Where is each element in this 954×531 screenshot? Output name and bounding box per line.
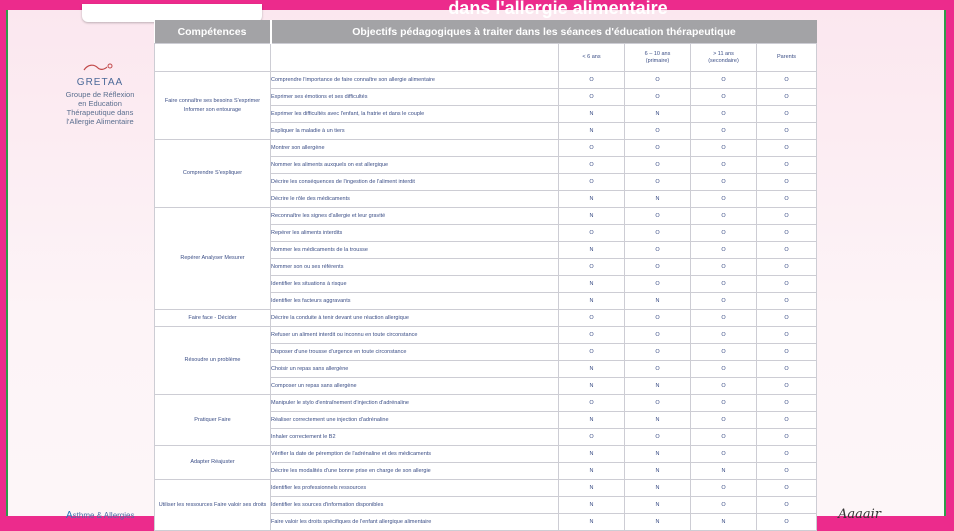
objective-cell: Composer un repas sans allergène bbox=[271, 378, 559, 395]
level-cell: N bbox=[559, 480, 625, 497]
level-cell: N bbox=[559, 378, 625, 395]
level-cell: O bbox=[691, 310, 757, 327]
objective-cell: Décrire les conséquences de l'ingestion de l'aliment interdit bbox=[271, 174, 559, 191]
level-cell: N bbox=[559, 293, 625, 310]
header-competences: Compétences bbox=[155, 20, 271, 44]
competence-cell: Adapter Réajuster bbox=[155, 446, 271, 480]
level-cell: N bbox=[625, 480, 691, 497]
level-cell: N bbox=[625, 446, 691, 463]
banner-title: dans l'allergie alimentaire bbox=[448, 0, 668, 18]
level-cell: O bbox=[625, 225, 691, 242]
table-body bbox=[155, 44, 817, 531]
level-cell: N bbox=[625, 378, 691, 395]
level-cell: O bbox=[757, 174, 817, 191]
objective-cell: Identifier les facteurs aggravants bbox=[271, 293, 559, 310]
level-cell: O bbox=[691, 497, 757, 514]
objective-cell: Vérifier la date de péremption de l'adrénaline et des médicaments bbox=[271, 446, 559, 463]
competence-cell: Résoudre un problème bbox=[155, 327, 271, 395]
level-cell: O bbox=[691, 395, 757, 412]
level-cell: O bbox=[757, 463, 817, 480]
level-cell: O bbox=[757, 480, 817, 497]
competence-cell: Faire connaître ses besoins S'exprimer Informer son entourage bbox=[155, 72, 271, 140]
level-cell: O bbox=[691, 123, 757, 140]
level-cell: O bbox=[559, 140, 625, 157]
objective-cell: Disposer d'une trousse d'urgence en toute circonstance bbox=[271, 344, 559, 361]
level-cell: O bbox=[757, 72, 817, 89]
level-cell: N bbox=[559, 123, 625, 140]
level-cell: O bbox=[691, 378, 757, 395]
level-cell: O bbox=[559, 72, 625, 89]
level-cell: O bbox=[625, 89, 691, 106]
level-cell: O bbox=[625, 123, 691, 140]
education-objectives-table bbox=[154, 20, 817, 531]
competence-cell: Repérer Analyser Mesurer bbox=[155, 208, 271, 310]
objective-cell: Réaliser correctement une injection d'adrénaline bbox=[271, 412, 559, 429]
objective-cell: Faire valoir les droits spécifiques de l'enfant allergique alimentaire bbox=[271, 514, 559, 531]
objective-cell: Exprimer ses émotions et ses difficultés bbox=[271, 89, 559, 106]
objective-cell: Nommer les aliments auxquels on est allergique bbox=[271, 157, 559, 174]
objective-cell: Refuser un aliment interdit ou inconnu en toute circonstance bbox=[271, 327, 559, 344]
level-cell: O bbox=[625, 174, 691, 191]
column-subheader-row bbox=[155, 44, 817, 72]
level-cell: O bbox=[559, 344, 625, 361]
level-cell: O bbox=[559, 174, 625, 191]
level-cell: N bbox=[625, 293, 691, 310]
level-cell: O bbox=[757, 395, 817, 412]
level-cell: O bbox=[691, 293, 757, 310]
level-cell: N bbox=[559, 412, 625, 429]
column-6-10: 6 – 10 ans (primaire) bbox=[625, 44, 691, 72]
level-cell: O bbox=[691, 140, 757, 157]
level-cell: O bbox=[625, 72, 691, 89]
competence-cell: Faire face - Décider bbox=[155, 310, 271, 327]
level-cell: O bbox=[691, 259, 757, 276]
level-cell: N bbox=[559, 208, 625, 225]
level-cell: O bbox=[559, 225, 625, 242]
level-cell: O bbox=[757, 293, 817, 310]
column-parents: Parents bbox=[757, 44, 817, 72]
column-over-11: > 11 ans (secondaire) bbox=[691, 44, 757, 72]
level-cell: O bbox=[757, 89, 817, 106]
objective-cell: Nommer les médicaments de la trousse bbox=[271, 242, 559, 259]
level-cell: O bbox=[691, 412, 757, 429]
table-row bbox=[155, 72, 817, 89]
level-cell: N bbox=[625, 412, 691, 429]
level-cell: N bbox=[559, 106, 625, 123]
table-row bbox=[155, 446, 817, 463]
level-cell: O bbox=[691, 344, 757, 361]
competence-cell: Pratiquer Faire bbox=[155, 395, 271, 446]
level-cell: O bbox=[757, 106, 817, 123]
level-cell: O bbox=[691, 157, 757, 174]
level-cell: N bbox=[625, 106, 691, 123]
objective-cell: Reconnaître les signes d'allergie et leur gravité bbox=[271, 208, 559, 225]
level-cell: O bbox=[625, 395, 691, 412]
table-row bbox=[155, 327, 817, 344]
level-cell: O bbox=[757, 344, 817, 361]
table-row bbox=[155, 480, 817, 497]
level-cell: O bbox=[757, 140, 817, 157]
level-cell: O bbox=[757, 310, 817, 327]
objective-cell: Inhaler correctement le B2 bbox=[271, 429, 559, 446]
asthme-logo-text: sthme & Allergies bbox=[72, 511, 135, 520]
level-cell: O bbox=[625, 140, 691, 157]
objective-cell: Choisir un repas sans allergène bbox=[271, 361, 559, 378]
level-cell: N bbox=[559, 191, 625, 208]
level-cell: N bbox=[625, 514, 691, 531]
level-cell: O bbox=[757, 497, 817, 514]
table-row bbox=[155, 310, 817, 327]
level-cell: O bbox=[625, 208, 691, 225]
column-under-6: < 6 ans bbox=[559, 44, 625, 72]
level-cell: O bbox=[691, 106, 757, 123]
objective-cell: Montrer son allergène bbox=[271, 140, 559, 157]
level-cell: O bbox=[625, 310, 691, 327]
level-cell: O bbox=[559, 259, 625, 276]
level-cell: N bbox=[625, 191, 691, 208]
level-cell: N bbox=[559, 276, 625, 293]
level-cell: O bbox=[757, 242, 817, 259]
asthme-logo-mark: A bbox=[66, 510, 73, 521]
table-row bbox=[155, 140, 817, 157]
objective-cell: Identifier les sources d'information disponibles bbox=[271, 497, 559, 514]
level-cell: O bbox=[757, 157, 817, 174]
level-cell: O bbox=[691, 361, 757, 378]
level-cell: O bbox=[625, 429, 691, 446]
level-cell: O bbox=[559, 327, 625, 344]
level-cell: N bbox=[691, 463, 757, 480]
level-cell: O bbox=[691, 72, 757, 89]
level-cell: O bbox=[757, 327, 817, 344]
competence-cell: Utiliser les ressources Faire valoir ses droits bbox=[155, 480, 271, 531]
level-cell: O bbox=[625, 157, 691, 174]
level-cell: O bbox=[625, 259, 691, 276]
level-cell: O bbox=[691, 276, 757, 293]
objective-cell: Identifier les situations à risque bbox=[271, 276, 559, 293]
table-row bbox=[155, 208, 817, 225]
level-cell: O bbox=[559, 89, 625, 106]
objective-cell: Repérer les aliments interdits bbox=[271, 225, 559, 242]
level-cell: O bbox=[757, 378, 817, 395]
level-cell: O bbox=[691, 225, 757, 242]
level-cell: N bbox=[559, 514, 625, 531]
level-cell: N bbox=[559, 463, 625, 480]
level-cell: O bbox=[757, 514, 817, 531]
objective-cell: Nommer son ou ses référents bbox=[271, 259, 559, 276]
level-cell: O bbox=[757, 276, 817, 293]
level-cell: O bbox=[691, 446, 757, 463]
level-cell: O bbox=[625, 344, 691, 361]
level-cell: O bbox=[757, 259, 817, 276]
level-cell: O bbox=[757, 429, 817, 446]
gretaa-logo-block bbox=[50, 62, 150, 126]
level-cell: O bbox=[559, 310, 625, 327]
gretaa-line-2: en Education bbox=[78, 99, 122, 108]
level-cell: N bbox=[625, 497, 691, 514]
level-cell: O bbox=[559, 157, 625, 174]
objective-cell: Exprimer les difficultés avec l'enfant, la fratrie et dans le couple bbox=[271, 106, 559, 123]
level-cell: O bbox=[625, 327, 691, 344]
objective-cell: Comprendre l'importance de faire connaître son allergie alimentaire bbox=[271, 72, 559, 89]
level-cell: N bbox=[559, 497, 625, 514]
level-cell: O bbox=[625, 276, 691, 293]
objective-cell: Identifier les professionnels ressources bbox=[271, 480, 559, 497]
header-objectifs: Objectifs pédagogiques à traiter dans les séances d'éducation thérapeutique bbox=[271, 20, 817, 44]
level-cell: O bbox=[757, 412, 817, 429]
level-cell: O bbox=[757, 123, 817, 140]
level-cell: O bbox=[691, 174, 757, 191]
level-cell: O bbox=[559, 429, 625, 446]
level-cell: O bbox=[757, 225, 817, 242]
competence-cell: Comprendre S'expliquer bbox=[155, 140, 271, 208]
level-cell: O bbox=[757, 191, 817, 208]
level-cell: N bbox=[691, 514, 757, 531]
signature-logo: Aaaair bbox=[838, 507, 882, 522]
gretaa-line-4: l'Allergie Alimentaire bbox=[66, 117, 134, 126]
level-cell: O bbox=[691, 327, 757, 344]
level-cell: O bbox=[691, 429, 757, 446]
level-cell: N bbox=[559, 361, 625, 378]
level-cell: O bbox=[757, 446, 817, 463]
table-row bbox=[155, 395, 817, 412]
objective-cell: Expliquer la maladie à un tiers bbox=[271, 123, 559, 140]
level-cell: O bbox=[559, 395, 625, 412]
gretaa-acronym: GRETAA bbox=[76, 77, 124, 88]
level-cell: O bbox=[757, 361, 817, 378]
level-cell: O bbox=[691, 89, 757, 106]
gretaa-line-3: Thérapeutique dans bbox=[66, 108, 134, 117]
level-cell: O bbox=[691, 242, 757, 259]
level-cell: O bbox=[757, 208, 817, 225]
objective-cell: Décrire la conduite à tenir devant une réaction allergique bbox=[271, 310, 559, 327]
level-cell: O bbox=[625, 361, 691, 378]
level-cell: O bbox=[691, 480, 757, 497]
objective-cell: Décrire le rôle des médicaments bbox=[271, 191, 559, 208]
level-cell: N bbox=[559, 242, 625, 259]
level-cell: O bbox=[691, 208, 757, 225]
gretaa-logo-icon bbox=[80, 62, 120, 74]
objective-cell: Décrire les modalités d'une bonne prise en charge de son allergie bbox=[271, 463, 559, 480]
gretaa-line-1: Groupe de Réflexion bbox=[65, 90, 135, 99]
objective-cell: Manipuler le stylo d'entraînement d'injection d'adrénaline bbox=[271, 395, 559, 412]
level-cell: O bbox=[691, 191, 757, 208]
level-cell: N bbox=[559, 446, 625, 463]
document-page bbox=[6, 0, 946, 525]
level-cell: O bbox=[625, 242, 691, 259]
level-cell: N bbox=[625, 463, 691, 480]
